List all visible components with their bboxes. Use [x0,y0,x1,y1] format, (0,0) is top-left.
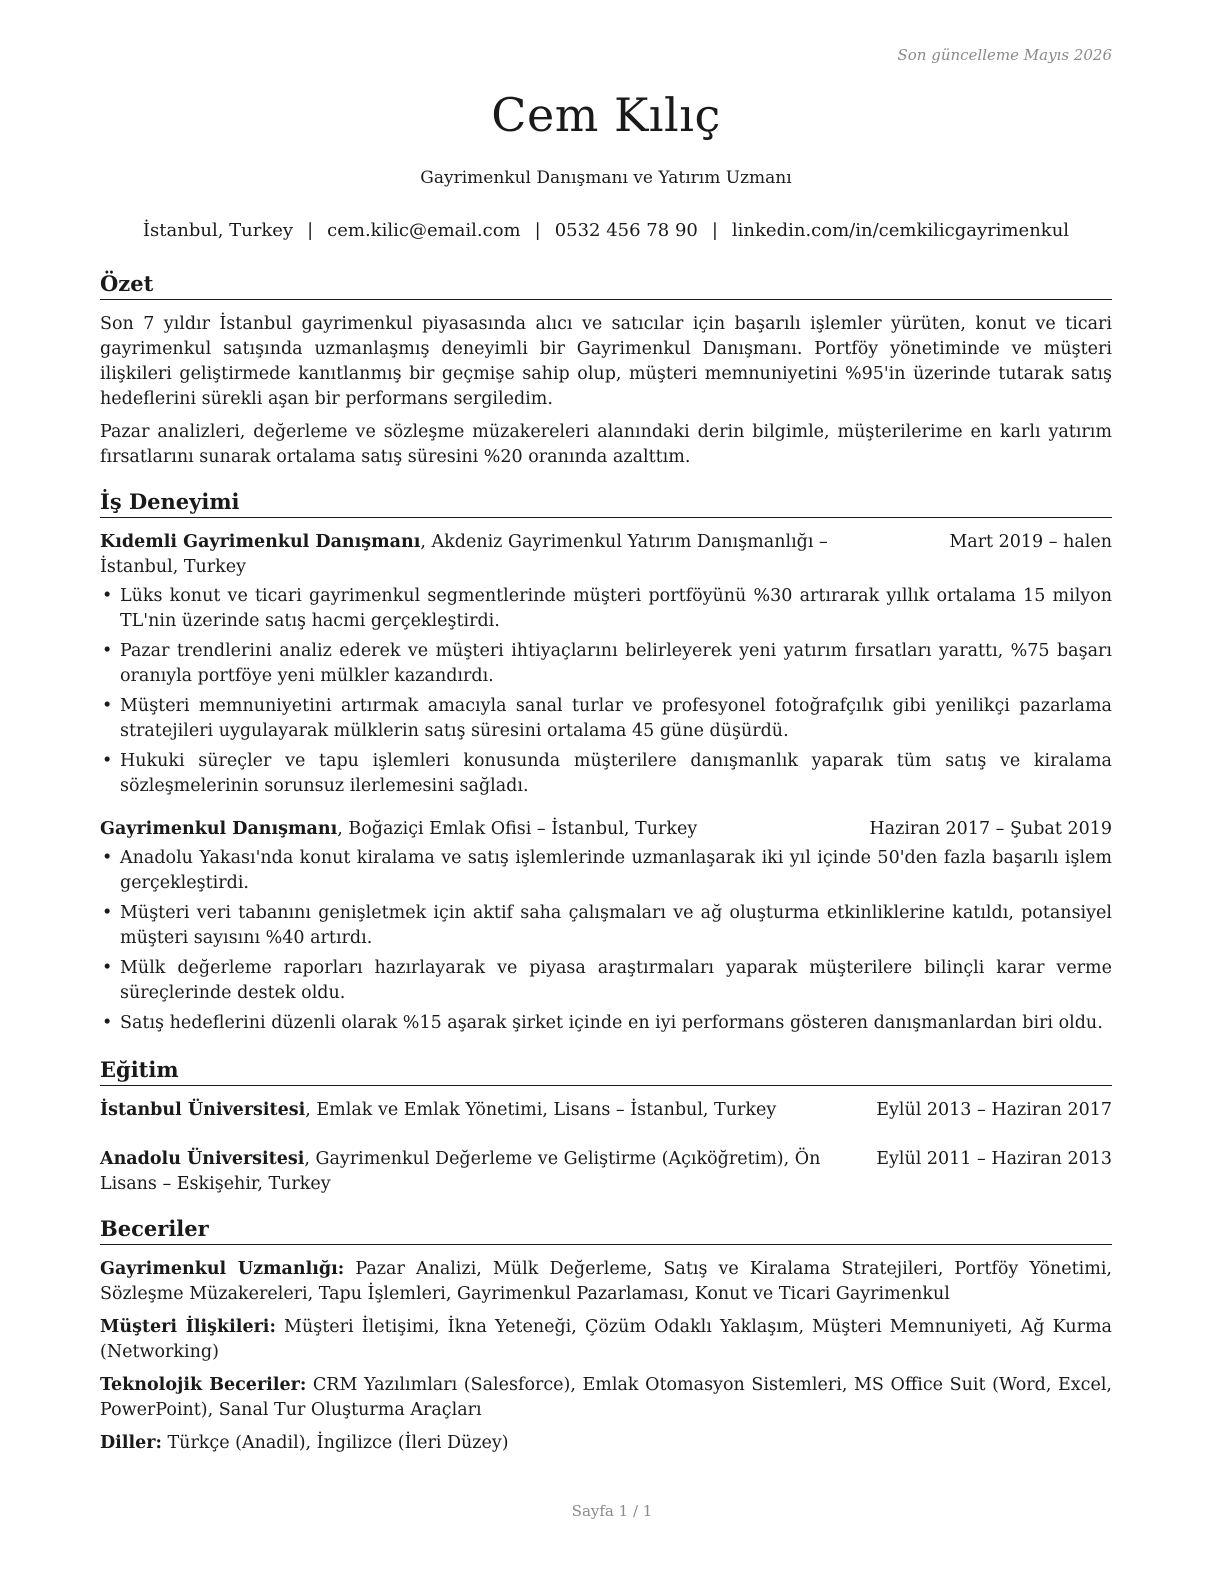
job-entry [100,817,1112,1036]
section-title-education: Eğitim [100,1056,1112,1086]
bullet-text: Müşteri veri tabanını genişletmek için aktif saha çalışmaları ve ağ oluşturma etkinliklerine katıldı, potansiyel müşteri sayısını %40 artırdı. [120,903,1112,948]
resume-content [100,270,1112,1464]
education-details: , Emlak ve Emlak Yönetimi, Lisans – İstanbul, Turkey [305,1100,777,1120]
last-updated-note: Son güncelleme Mayıs 2026 [897,46,1112,64]
contact-location: İstanbul, Turkey [142,220,294,241]
job-dates: Haziran 2017 – Şubat 2019 [869,819,1112,839]
bullet-text: Satış hedeflerini düzenli olarak %15 aşarak şirket içinde en iyi performans gösteren danışmanlardan biri oldu. [120,1013,1103,1033]
job-entry [100,530,1112,799]
section-title-summary: Özet [100,270,1112,300]
bullet-item [100,956,1112,1006]
skill-group-text: Müşteri İletişimi, İkna Yeteneği, Çözüm Odaklı Yaklaşım, Müşteri Memnuniyeti, Ağ Kurma (Networking) [100,1317,1112,1362]
candidate-headline: Gayrimenkul Danışmanı ve Yatırım Uzmanı [420,168,792,188]
skill-group [100,1373,1112,1423]
skill-group-text: Pazar Analizi, Mülk Değerleme, Satış ve Kiralama Stratejileri, Portföy Yönetimi, Sözleşme Müzakereleri, Tapu İşlemleri, Gayrimenkul Pazarlaması, Konut ve Ticari Gayrimenkul [100,1259,1112,1304]
job-header [100,817,1112,842]
section-title-skills: Beceriler [100,1215,1112,1245]
bullet-item [100,694,1112,744]
bullet-icon: • [102,641,113,661]
education-title-line [100,1098,776,1123]
job-role: Gayrimenkul Danışmanı [100,819,338,839]
job-title-line [100,530,900,580]
contact-separator: | [307,220,314,241]
experience-section [100,488,1112,1036]
summary-section [100,270,1112,470]
education-entry [100,1147,1112,1197]
job-bullets [100,846,1112,1036]
candidate-name: Cem Kılıç [491,88,721,142]
bullet-icon: • [102,1013,113,1033]
bullet-text: Hukuki süreçler ve tapu işlemleri konusunda müşterilere danışmanlık yaparak tüm satış ve kiralama sözleşmelerinin sorunsuz ilerlemesini sağladı. [120,751,1112,796]
section-title-experience: İş Deneyimi [100,488,1112,518]
contact-email[interactable]: cem.kilic@email.com [327,220,521,241]
job-dates: Mart 2019 – halen [949,532,1112,552]
job-title-line [100,817,697,842]
bullet-text: Müşteri memnuniyetini artırmak amacıyla sanal turlar ve profesyonel fotoğrafçılık gibi yenilikçi pazarlama stratejileri uygulayarak mülklerin satış süresini ortalama 45 güne düşürdü. [120,696,1112,741]
bullet-text: Anadolu Yakası'nda konut kiralama ve satış işlemlerinde uzmanlaşarak iki yıl içinde 50'den fazla başarılı işlem gerçekleştirdi. [120,848,1112,893]
skill-group-text: CRM Yazılımları (Salesforce), Emlak Otomasyon Sistemleri, MS Office Suit (Word, Excel, PowerPoint), Sanal Tur Oluşturma Araçları [100,1375,1112,1420]
bullet-icon: • [102,903,113,923]
bullet-icon: • [102,848,113,868]
bullet-item [100,749,1112,799]
skill-group [100,1431,1112,1456]
education-details: , Gayrimenkul Değerleme ve Geliştirme (Açıköğretim), Ön Lisans – Eskişehir, Turkey [100,1149,821,1194]
page-number: Sayfa 1 / 1 [571,1502,653,1520]
education-section [100,1056,1112,1197]
contact-separator: | [534,220,541,241]
job-details: , Akdeniz Gayrimenkul Yatırım Danışmanlığı – İstanbul, Turkey [100,532,828,577]
job-details: , Boğaziçi Emlak Ofisi – İstanbul, Turkey [337,819,698,839]
skill-group-text: Türkçe (Anadil), İngilizce (İleri Düzey) [161,1433,509,1453]
education-entry [100,1098,1112,1123]
contact-phone: 0532 456 78 90 [554,220,698,241]
bullet-text: Mülk değerleme raporları hazırlayarak ve piyasa araştırmaları yaparak müşterilere bilinçli karar verme süreçlerinde destek oldu. [120,958,1112,1003]
education-school: İstanbul Üniversitesi [100,1100,306,1120]
education-school: Anadolu Üniversitesi [100,1149,305,1169]
skill-group [100,1315,1112,1365]
summary-paragraph: Pazar analizleri, değerleme ve sözleşme müzakereleri alanındaki derin bilgimle, müşterilerime en karlı yatırım fırsatlarını sunarak ortalama satış süresini %20 oranında azalttım. [100,422,1112,467]
skill-group-label: Diller: [100,1433,162,1453]
education-dates: Eylül 2013 – Haziran 2017 [876,1100,1112,1120]
job-header [100,530,1112,580]
bullet-item [100,1011,1112,1036]
bullet-item [100,639,1112,689]
education-title-line [100,1147,870,1197]
summary-paragraph: Son 7 yıldır İstanbul gayrimenkul piyasasında alıcı ve satıcılar için başarılı işlemler yürüten, konut ve ticari gayrimenkul satışında uzmanlaşmış deneyimli bir Gayrimenkul Danışmanı. Portföy yönetiminde ve müşteri ilişkileri geliştirmede kanıtlanmış bir geçmişe sahip olup, müşteri memnuniyetini %95'in üzerinde tutarak satış hedeflerini sürekli aşan bir performans sergiledim. [100,314,1112,409]
contact-separator: | [711,220,718,241]
bullet-text: Lüks konut ve ticari gayrimenkul segmentlerinde müşteri portföyünü %30 artırarak yıllık ortalama 15 milyon TL'nin üzerinde satış hacmi gerçekleştirdi. [120,586,1112,631]
skill-group-label: Teknolojik Beceriler: [100,1375,307,1395]
bullet-icon: • [102,958,113,978]
skill-group-label: Gayrimenkul Uzmanlığı: [100,1259,345,1279]
bullet-text: Pazar trendlerini analiz ederek ve müşteri ihtiyaçlarını belirleyerek yeni yatırım fırsatları yarattı, %75 başarı oranıyla portföye yeni mülkler kazandırdı. [120,641,1112,686]
skill-group-label: Müşteri İlişkileri: [100,1317,276,1337]
bullet-icon: • [102,586,113,606]
bullet-item [100,901,1112,951]
bullet-icon: • [102,696,113,716]
contact-linkedin[interactable]: linkedin.com/in/cemkilicgayrimenkul [731,220,1070,241]
bullet-icon: • [102,751,113,771]
job-bullets [100,584,1112,799]
contact-line [100,220,1112,241]
education-dates: Eylül 2011 – Haziran 2013 [876,1149,1112,1169]
skills-section [100,1215,1112,1456]
bullet-item [100,846,1112,896]
job-role: Kıdemli Gayrimenkul Danışmanı [100,532,421,552]
skill-group [100,1257,1112,1307]
bullet-item [100,584,1112,634]
